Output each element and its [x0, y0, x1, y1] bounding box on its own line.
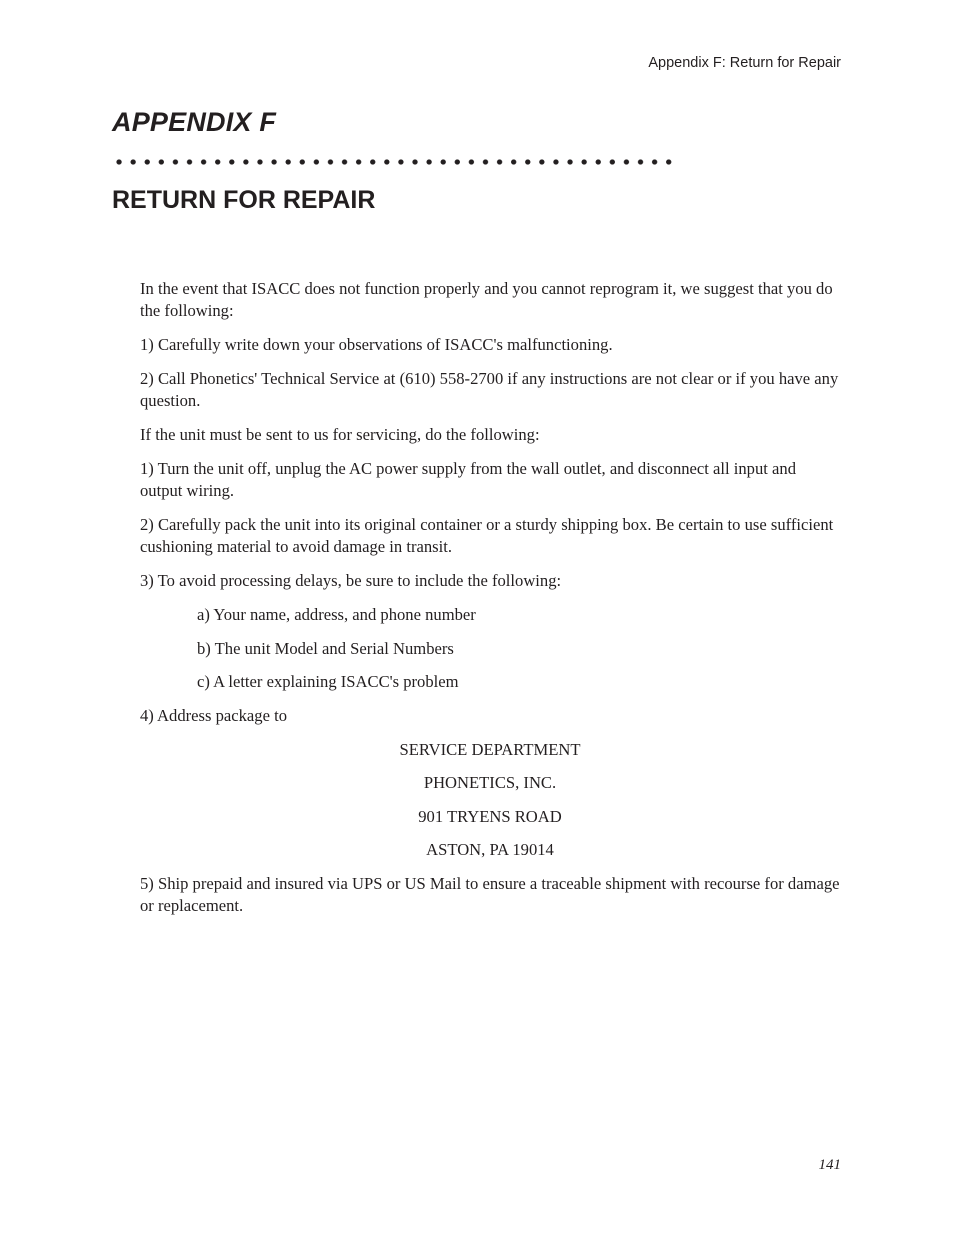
sub-list-item: c) A letter explaining ISACC's problem [197, 672, 459, 691]
dotted-divider [112, 158, 677, 166]
address-line: 901 TRYENS ROAD [418, 806, 562, 826]
list-item: 1) Turn the unit off, unplug the AC power supply from the wall outlet, and disconnect all input and output wiring. [140, 459, 796, 500]
page-number: 141 [818, 1157, 841, 1173]
sub-list-item: b) The unit Model and Serial Numbers [197, 638, 454, 658]
list-item: 4) Address package to [140, 705, 287, 725]
appendix-label: APPENDIX F [112, 107, 277, 137]
servicing-intro: If the unit must be sent to us for servicing, do the following: [140, 425, 540, 444]
page-title: RETURN FOR REPAIR [112, 186, 376, 214]
list-item: 1) Carefully write down your observations of ISACC's malfunctioning. [140, 335, 613, 354]
sub-list-item: a) Your name, address, and phone number [197, 605, 476, 624]
list-item: 3) To avoid processing delays, be sure to include the following: [140, 571, 562, 590]
list-item: 2) Call Phonetics' Technical Service at (610) 558-2700 if any instructions are not clear or if you have any question. [140, 369, 839, 410]
address-line: PHONETICS, INC. [423, 773, 557, 792]
address-line: SERVICE DEPARTMENT [399, 739, 581, 759]
list-item: 5) Ship prepaid and insured via UPS or US Mail to ensure a traceable shipment with recourse for damage or replacement. [140, 873, 840, 915]
address-line: ASTON, PA 19014 [426, 840, 554, 859]
intro-paragraph: In the event that ISACC does not function properly and you cannot reprogram it, we suggest that you do the following: [140, 279, 833, 320]
running-header: Appendix F: Return for Repair [648, 55, 841, 71]
body-content [140, 278, 840, 929]
list-item: 2) Carefully pack the unit into its original container or a sturdy shipping box. Be certain to use sufficient cushioning material to avoid damage in transit. [140, 515, 834, 556]
